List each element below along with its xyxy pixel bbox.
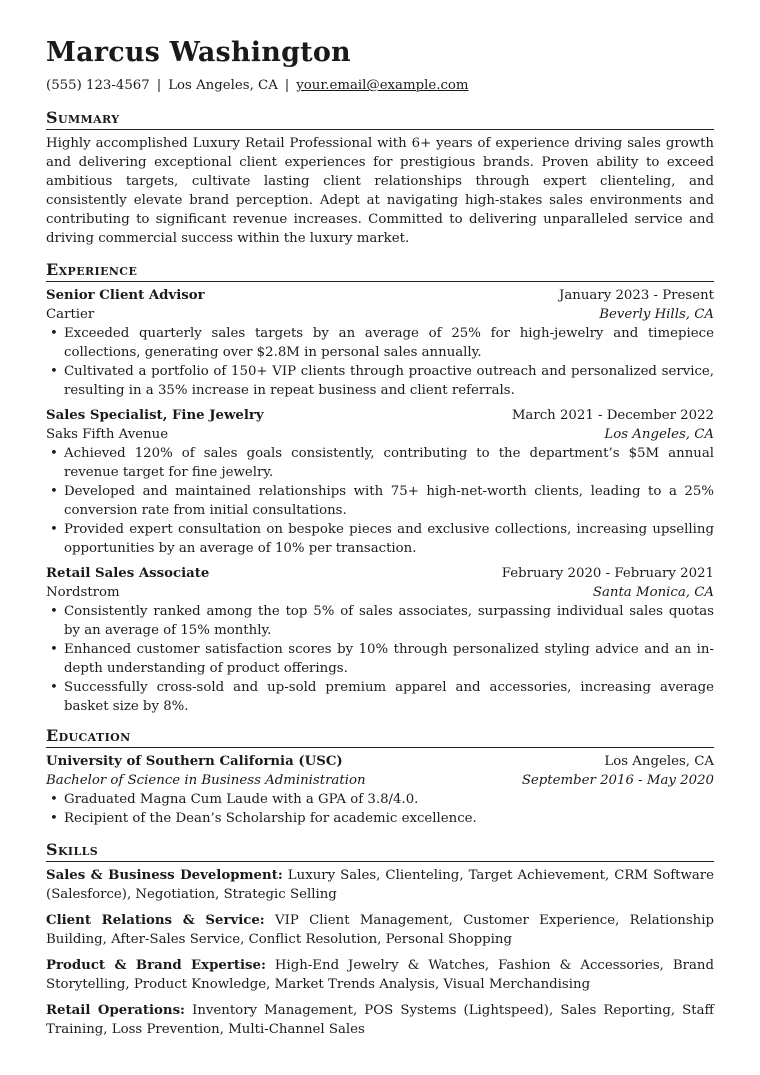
job-bullets	[46, 444, 714, 558]
candidate-name: Marcus Washington	[46, 37, 351, 68]
skill-text: VIP Client Management, Customer Experience, Relationship Building, After-Sales Service, Conflict Resolution, Personal Shopping	[46, 913, 714, 947]
email-link[interactable]: your.email@example.com	[296, 78, 469, 93]
contact-separator: |	[284, 78, 290, 93]
summary-text: Highly accomplished Luxury Retail Professional with 6+ years of experience driving sales growth and delivering exceptional client experiences for prestigious brands. Proven ability to exceed ambitious targets, cultivate lasting client relationships through expert clienteling, and consistently elevate brand perception. Adept at navigating high-stakes sales environments and contributing to significant revenue increases. Committed to delivering unparalleled service and driving commercial success within the luxury market.	[46, 136, 714, 246]
skill-label: Product & Brand Expertise:	[46, 958, 266, 973]
company-name: Saks Fifth Avenue	[46, 427, 169, 442]
job-bullets	[46, 324, 714, 400]
job-title: Retail Sales Associate	[46, 566, 210, 581]
company-name: Cartier	[46, 307, 95, 322]
school-name: University of Southern California (USC)	[46, 754, 343, 769]
education-dates: September 2016 - May 2020	[521, 773, 714, 788]
job-entry	[46, 406, 714, 558]
skill-group	[46, 956, 714, 994]
company-name: Nordstrom	[46, 585, 120, 600]
school-location: Los Angeles, CA	[604, 754, 714, 769]
list-item: • Graduated Magna Cum Laude with a GPA of 3.8/4.0.	[46, 790, 714, 809]
job-dates: January 2023 - Present	[559, 288, 714, 303]
job-dates: March 2021 - December 2022	[511, 408, 714, 423]
skill-label: Client Relations & Service:	[46, 913, 265, 928]
job-dates: February 2020 - February 2021	[501, 566, 714, 581]
experience-heading: Experience	[46, 260, 714, 282]
skill-group	[46, 911, 714, 949]
contact-separator: |	[156, 78, 162, 93]
job-entry	[46, 286, 714, 400]
contact-line	[46, 76, 714, 95]
job-entry	[46, 564, 714, 716]
skill-text: Inventory Management, POS Systems (Lightspeed), Sales Reporting, Staff Training, Loss Prevention, Multi-Channel Sales	[46, 1003, 714, 1037]
skill-label: Retail Operations:	[46, 1003, 185, 1018]
location-text: Los Angeles, CA	[168, 78, 278, 93]
skill-group	[46, 866, 714, 904]
phone-number: (555) 123-4567	[46, 78, 150, 93]
summary-heading: Summary	[46, 108, 714, 130]
list-item: • Exceeded quarterly sales targets by an average of 25% for high-jewelry and timepiece collections, generating over $2.8M in personal sales annually.	[46, 324, 714, 362]
skill-text: High-End Jewelry & Watches, Fashion & Accessories, Brand Storytelling, Product Knowledge, Market Trends Analysis, Visual Merchandising	[46, 958, 714, 992]
list-item: • Successfully cross-sold and up-sold premium apparel and accessories, increasing average basket size by 8%.	[46, 678, 714, 716]
list-item: • Achieved 120% of sales goals consistently, contributing to the department’s $5M annual revenue target for fine jewelry.	[46, 444, 714, 482]
job-title: Sales Specialist, Fine Jewelry	[46, 408, 264, 423]
job-location: Los Angeles, CA	[604, 427, 714, 442]
skill-group	[46, 1001, 714, 1039]
degree-name: Bachelor of Science in Business Administration	[46, 773, 366, 788]
education-bullets	[46, 790, 714, 828]
job-title: Senior Client Advisor	[46, 288, 205, 303]
list-item: • Recipient of the Dean’s Scholarship for academic excellence.	[46, 809, 714, 828]
list-item: • Developed and maintained relationships with 75+ high-net-worth clients, leading to a 25% conversion rate from initial consultations.	[46, 482, 714, 520]
job-location: Santa Monica, CA	[592, 585, 714, 600]
list-item: • Consistently ranked among the top 5% of sales associates, surpassing individual sales quotas by an average of 15% monthly.	[46, 602, 714, 640]
education-heading: Education	[46, 726, 714, 748]
skill-label: Sales & Business Development:	[46, 868, 283, 883]
list-item: • Enhanced customer satisfaction scores by 10% through personalized styling advice and an in-depth understanding of product offerings.	[46, 640, 714, 678]
skills-heading: Skills	[46, 840, 714, 862]
job-location: Beverly Hills, CA	[599, 307, 714, 322]
list-item: • Provided expert consultation on bespoke pieces and exclusive collections, increasing upselling opportunities by an average of 10% per transaction.	[46, 520, 714, 558]
list-item: • Cultivated a portfolio of 150+ VIP clients through proactive outreach and personalized service, resulting in a 35% increase in repeat business and client referrals.	[46, 362, 714, 400]
job-bullets	[46, 602, 714, 716]
skill-text: Luxury Sales, Clienteling, Target Achievement, CRM Software (Salesforce), Negotiation, Strategic Selling	[46, 868, 715, 902]
